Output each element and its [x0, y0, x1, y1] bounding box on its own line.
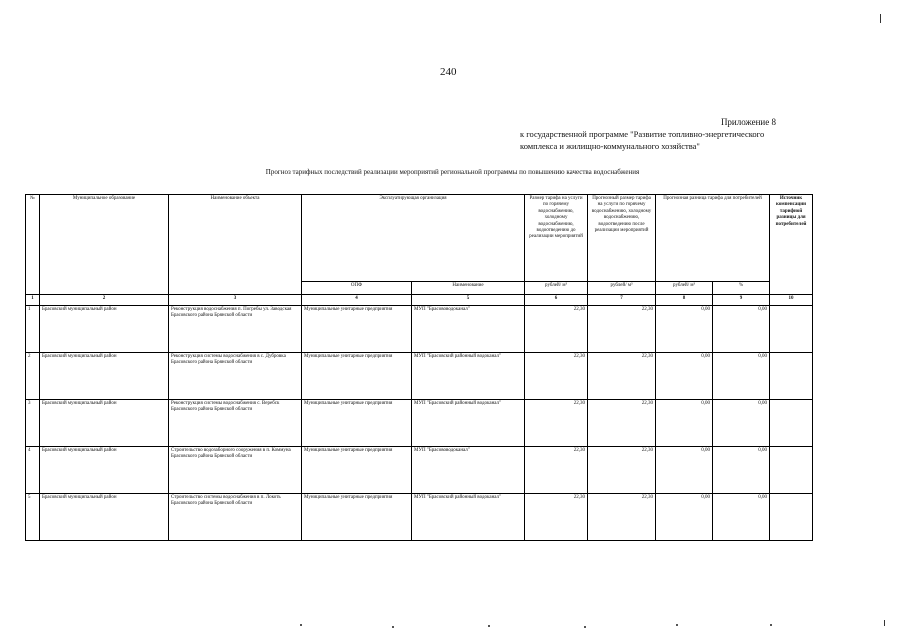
column-number: 8 [656, 295, 713, 306]
row-object: Реконструкция водоснабжения п. Погребы ул. Заводская Брасовского района Брянской области [169, 306, 302, 353]
header-municipality: Муниципальное образование [40, 195, 169, 295]
row-object: Строительство водозаборного сооружения в п. Коммуна Брасовского района Брянской области [169, 447, 302, 494]
row-tariff-after: 22,30 [588, 494, 656, 541]
row-diff-rub: 0,00 [656, 447, 713, 494]
row-municipality: Брасовский муниципальный район [40, 400, 169, 447]
row-source [770, 447, 813, 494]
row-opf: Муниципальные унитарные предприятия [302, 494, 412, 541]
row-tariff-before: 22,30 [525, 353, 588, 400]
table-header-row [26, 195, 813, 282]
column-number-row [26, 295, 813, 306]
row-diff-pct: 0,00 [713, 353, 770, 400]
row-tariff-after: 22,30 [588, 306, 656, 353]
header-org-name: Наименование [412, 282, 525, 295]
row-num: 5 [26, 494, 40, 541]
appendix-line: комплекса и жилищно-коммунального хозяйства" [520, 141, 700, 151]
row-opf: Муниципальные унитарные предприятия [302, 306, 412, 353]
table-row [26, 447, 813, 494]
row-org: МУП "Брасовский районный водоканал" [412, 494, 525, 541]
row-num: 1 [26, 306, 40, 353]
row-municipality: Брасовский муниципальный район [40, 353, 169, 400]
row-org: МУП "Брасовский районный водоканал" [412, 400, 525, 447]
tariff-forecast-table [25, 194, 813, 541]
appendix-head: Приложение 8 [720, 117, 776, 127]
row-opf: Муниципальные унитарные предприятия [302, 353, 412, 400]
column-number: 6 [525, 295, 588, 306]
row-diff-pct: 0,00 [713, 400, 770, 447]
row-diff-rub: 0,00 [656, 494, 713, 541]
column-number: 9 [713, 295, 770, 306]
row-num: 4 [26, 447, 40, 494]
row-diff-rub: 0,00 [656, 306, 713, 353]
column-number: 10 [770, 295, 813, 306]
row-opf: Муниципальные унитарные предприятия [302, 400, 412, 447]
column-number: 4 [302, 295, 412, 306]
table-row [26, 353, 813, 400]
header-unit-before: рублей/ м³ [525, 282, 588, 295]
scan-artifact [300, 624, 302, 626]
row-diff-pct: 0,00 [713, 306, 770, 353]
row-num: 2 [26, 353, 40, 400]
row-opf: Муниципальные унитарные предприятия [302, 447, 412, 494]
row-municipality: Брасовский муниципальный район [40, 447, 169, 494]
column-number: 7 [588, 295, 656, 306]
header-unit-after: рублей/ м³ [588, 282, 656, 295]
header-num: № [26, 195, 40, 295]
scan-artifact [392, 626, 394, 628]
header-operator: Эксплуатирующая организация [302, 195, 525, 282]
column-number: 5 [412, 295, 525, 306]
column-number: 1 [26, 295, 40, 306]
table-row [26, 306, 813, 353]
row-diff-pct: 0,00 [713, 447, 770, 494]
appendix-line: к государственной программе "Развитие топливно-энергетического [520, 129, 765, 139]
row-tariff-after: 22,30 [588, 447, 656, 494]
row-tariff-before: 22,30 [525, 400, 588, 447]
page-number: 240 [440, 66, 457, 78]
row-object: Реконструкция системы водоснабжения с. Веребск Брасовского района Брянской области [169, 400, 302, 447]
table-row [26, 400, 813, 447]
row-source [770, 353, 813, 400]
scan-artifact [584, 626, 586, 628]
row-diff-rub: 0,00 [656, 400, 713, 447]
row-source [770, 306, 813, 353]
scan-artifact [676, 624, 678, 626]
table-row [26, 494, 813, 541]
row-tariff-before: 22,30 [525, 447, 588, 494]
row-org: МУП "Брасововодоканал" [412, 306, 525, 353]
row-object: Строительство системы водоснабжения в п. Локоть Брасовского района Брянской области [169, 494, 302, 541]
row-org: МУП "Брасововодоканал" [412, 447, 525, 494]
header-difference: Прогнозная разница тарифа для потребителей [656, 195, 770, 282]
column-number: 3 [169, 295, 302, 306]
scan-artifact [770, 624, 772, 626]
header-source: Источник компенсации тарифной разницы для потребителей [770, 195, 813, 295]
header-tariff-before: Размер тарифа на услуги по горячему водоснабжению, холодному водоснабжению, водоотведению до реализации мероприятий [525, 195, 588, 282]
header-unit-diff-pct: % [713, 282, 770, 295]
row-municipality: Брасовский муниципальный район [40, 494, 169, 541]
row-source [770, 494, 813, 541]
header-object: Наименование объекта [169, 195, 302, 295]
appendix-block [520, 116, 820, 152]
row-diff-pct: 0,00 [713, 494, 770, 541]
row-tariff-before: 22,30 [525, 306, 588, 353]
row-tariff-before: 22,30 [525, 494, 588, 541]
row-object: Реконструкция системы водоснабжения в с. Дубровка Брасовского района Брянской области [169, 353, 302, 400]
row-municipality: Брасовский муниципальный район [40, 306, 169, 353]
header-opf: ОПФ [302, 282, 412, 295]
row-num: 3 [26, 400, 40, 447]
header-unit-diff-rub: рублей/ м³ [656, 282, 713, 295]
column-number: 2 [40, 295, 169, 306]
row-tariff-after: 22,30 [588, 353, 656, 400]
scan-artifact [884, 620, 885, 626]
scan-artifact [488, 625, 490, 627]
scan-artifact [880, 14, 881, 23]
header-tariff-after: Прогнозный размер тарифа на услуги по горячему водоснабжению, холодному водоснабжению, водоотведению после реализации мероприятий [588, 195, 656, 282]
row-org: МУП "Брасовский районный водоканал" [412, 353, 525, 400]
row-diff-rub: 0,00 [656, 353, 713, 400]
row-source [770, 400, 813, 447]
document-title: Прогноз тарифных последствий реализации мероприятий региональной программы по повышению качества водоснабжения [265, 168, 640, 176]
row-tariff-after: 22,30 [588, 400, 656, 447]
